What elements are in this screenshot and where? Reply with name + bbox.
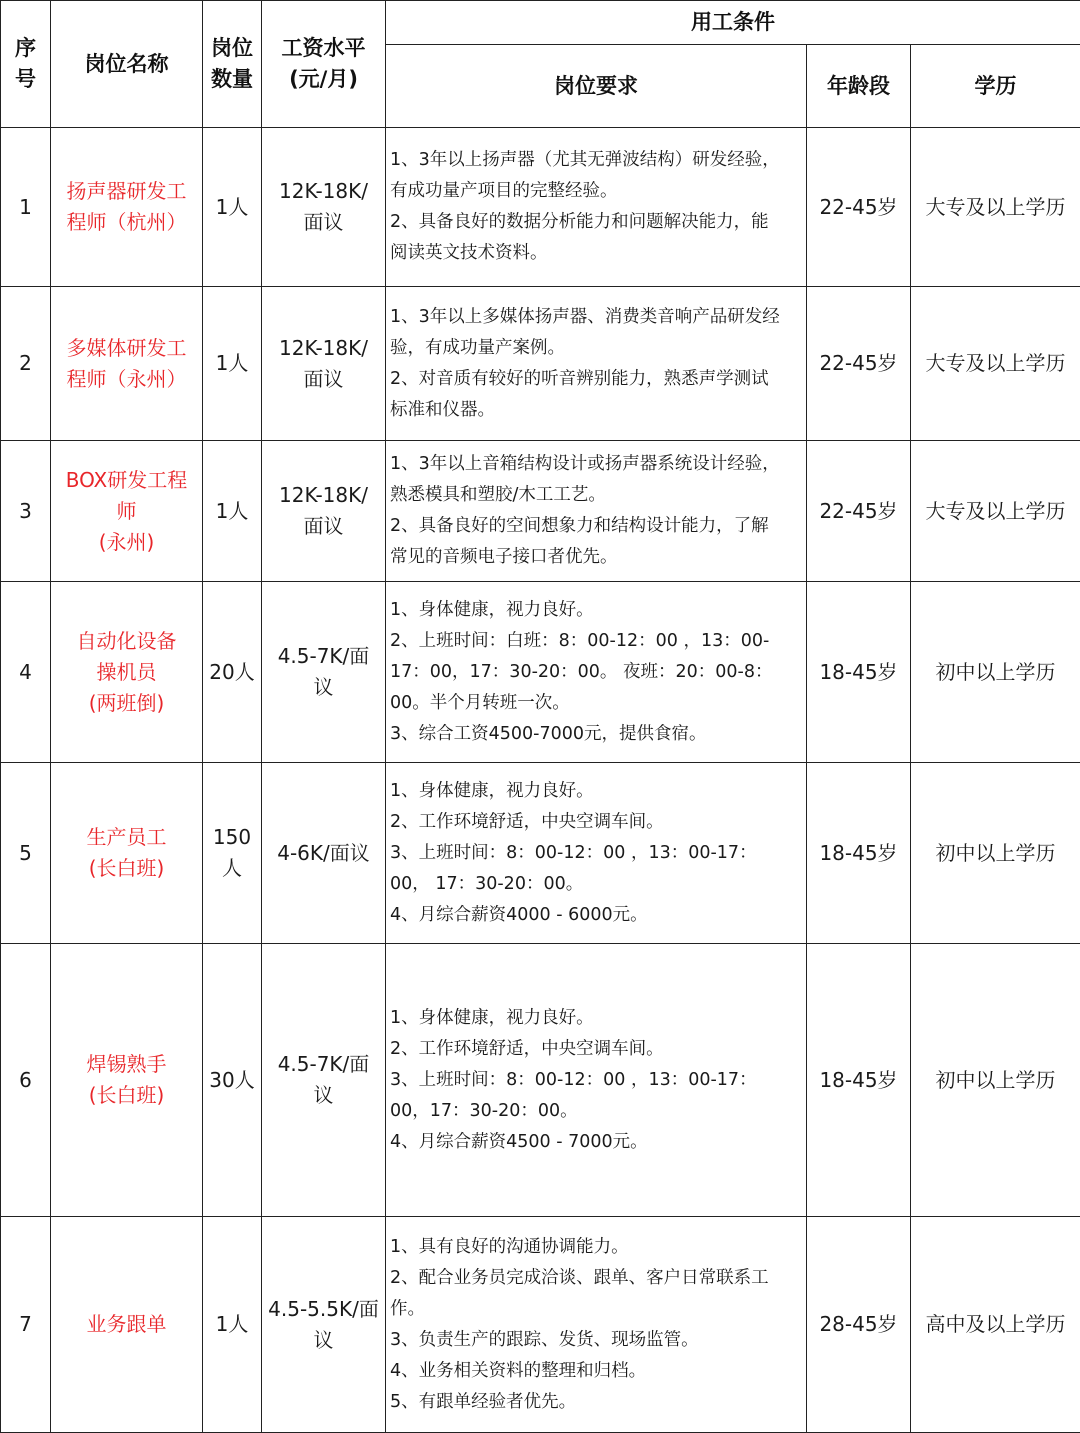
table-row [1,1217,1080,1433]
requirement-line: 1、身体健康，视力良好。 [390,780,594,801]
table-row [1,128,1080,287]
row-requirements [386,128,807,287]
row-salary: 4.5-5.5K/面 议 [262,1217,386,1433]
requirement-line: 3、上班时间：8：00-12：00 ，13：00-17： [390,842,757,863]
requirement-line: 2、上班时间：白班：8：00-12：00 ，13：00- [390,630,770,651]
requirement-line: 00， 17：30-20：00。 [390,873,584,894]
row-requirements [386,287,807,441]
table-row [1,944,1080,1217]
row-headcount: 1人 [203,441,262,582]
row-education: 初中以上学历 [911,944,1080,1217]
requirement-line: 1、3年以上扬声器（尤其无弹波结构）研发经验， [390,150,780,170]
row-education: 高中及以上学历 [911,1217,1080,1433]
row-headcount: 1人 [203,1217,262,1433]
row-salary: 12K-18K/ 面议 [262,287,386,441]
requirement-line: 00，17：30-20：00。 [390,1100,578,1121]
requirement-line: 2、具备良好的数据分析能力和问题解决能力，能 [390,212,769,232]
row-seq: 2 [1,287,51,441]
header-seq: 序 号 [1,1,51,128]
row-seq: 1 [1,128,51,287]
requirement-line: 熟悉模具和塑胶/木工工艺。 [390,485,606,505]
requirement-line: 4、业务相关资料的整理和归档。 [390,1360,647,1381]
header-conditions: 用工条件 [386,1,1080,45]
row-headcount: 30人 [203,944,262,1217]
header-salary: 工资水平 (元/月) [262,1,386,128]
header-education: 学历 [911,45,1080,128]
row-job-name: 扬声器研发工 程师（杭州） [51,128,203,287]
requirement-line: 2、工作环境舒适，中央空调车间。 [390,1038,664,1059]
row-education: 大专及以上学历 [911,441,1080,582]
row-requirements [386,1217,807,1433]
table-row [1,763,1080,944]
header-age: 年龄段 [807,45,911,128]
row-headcount: 150 人 [203,763,262,944]
requirement-line: 1、3年以上多媒体扬声器、消费类音响产品研发经 [390,306,780,327]
row-seq: 4 [1,582,51,763]
requirement-line: 2、工作环境舒适，中央空调车间。 [390,811,664,832]
table-row [1,441,1080,582]
requirement-line: 3、上班时间：8：00-12：00 ，13：00-17： [390,1069,757,1090]
requirement-line: 4、月综合薪资4000 - 6000元。 [390,904,648,925]
row-education: 大专及以上学历 [911,128,1080,287]
row-headcount: 1人 [203,287,262,441]
requirement-line: 常见的音频电子接口者优先。 [390,547,618,567]
row-age: 18-45岁 [807,944,911,1217]
row-age: 18-45岁 [807,763,911,944]
requirement-line: 2、具备良好的空间想象力和结构设计能力，了解 [390,516,769,536]
row-job-name: 自动化设备 操机员 (两班倒) [51,582,203,763]
requirement-line: 阅读英文技术资料。 [390,243,548,263]
row-salary: 4.5-7K/面 议 [262,582,386,763]
requirement-line: 4、月综合薪资4500 - 7000元。 [390,1131,648,1152]
row-age: 22-45岁 [807,441,911,582]
row-requirements [386,944,807,1217]
requirement-line: 有成功量产项目的完整经验。 [390,181,618,201]
requirement-line: 标准和仪器。 [390,399,495,420]
table-row [1,287,1080,441]
table-row [1,582,1080,763]
row-headcount: 1人 [203,128,262,287]
row-job-name: 生产员工 (长白班) [51,763,203,944]
row-job-name: 多媒体研发工 程师（永州） [51,287,203,441]
requirement-line: 3、综合工资4500-7000元，提供食宿。 [390,723,707,744]
requirement-line: 1、3年以上音箱结构设计或扬声器系统设计经验， [390,454,780,474]
requirement-line: 2、对音质有较好的听音辨别能力，熟悉声学测试 [390,368,769,389]
row-seq: 6 [1,944,51,1217]
requirement-line: 作。 [390,1298,425,1319]
requirement-line: 1、具有良好的沟通协调能力。 [390,1236,629,1257]
row-requirements [386,582,807,763]
requirement-line: 3、负责生产的跟踪、发货、现场监管。 [390,1329,699,1350]
requirement-line: 00。半个月转班一次。 [390,692,570,713]
header-headcount: 岗位 数量 [203,1,262,128]
requirement-line: 1、身体健康，视力良好。 [390,1007,594,1028]
row-salary: 4-6K/面议 [262,763,386,944]
row-age: 22-45岁 [807,128,911,287]
requirement-line: 验，有成功量产案例。 [390,337,565,358]
row-salary: 12K-18K/ 面议 [262,441,386,582]
row-age: 28-45岁 [807,1217,911,1433]
row-requirements [386,763,807,944]
header-job-name: 岗位名称 [51,1,203,128]
row-salary: 4.5-7K/面 议 [262,944,386,1217]
requirement-line: 17：00，17：30-20：00。 夜班：20：00-8： [390,661,773,682]
row-job-name: BOX研发工程 师 (永州) [51,441,203,582]
requirement-line: 1、身体健康，视力良好。 [390,599,594,620]
row-seq: 7 [1,1217,51,1433]
row-education: 大专及以上学历 [911,287,1080,441]
requirement-line: 5、有跟单经验者优先。 [390,1391,577,1412]
row-salary: 12K-18K/ 面议 [262,128,386,287]
header-requirements: 岗位要求 [386,45,807,128]
row-education: 初中以上学历 [911,763,1080,944]
row-headcount: 20人 [203,582,262,763]
row-seq: 5 [1,763,51,944]
row-education: 初中以上学历 [911,582,1080,763]
row-job-name: 焊锡熟手 (长白班) [51,944,203,1217]
row-age: 22-45岁 [807,287,911,441]
row-job-name: 业务跟单 [51,1217,203,1433]
row-age: 18-45岁 [807,582,911,763]
row-seq: 3 [1,441,51,582]
requirement-line: 2、配合业务员完成洽谈、跟单、客户日常联系工 [390,1267,769,1288]
row-requirements [386,441,807,582]
